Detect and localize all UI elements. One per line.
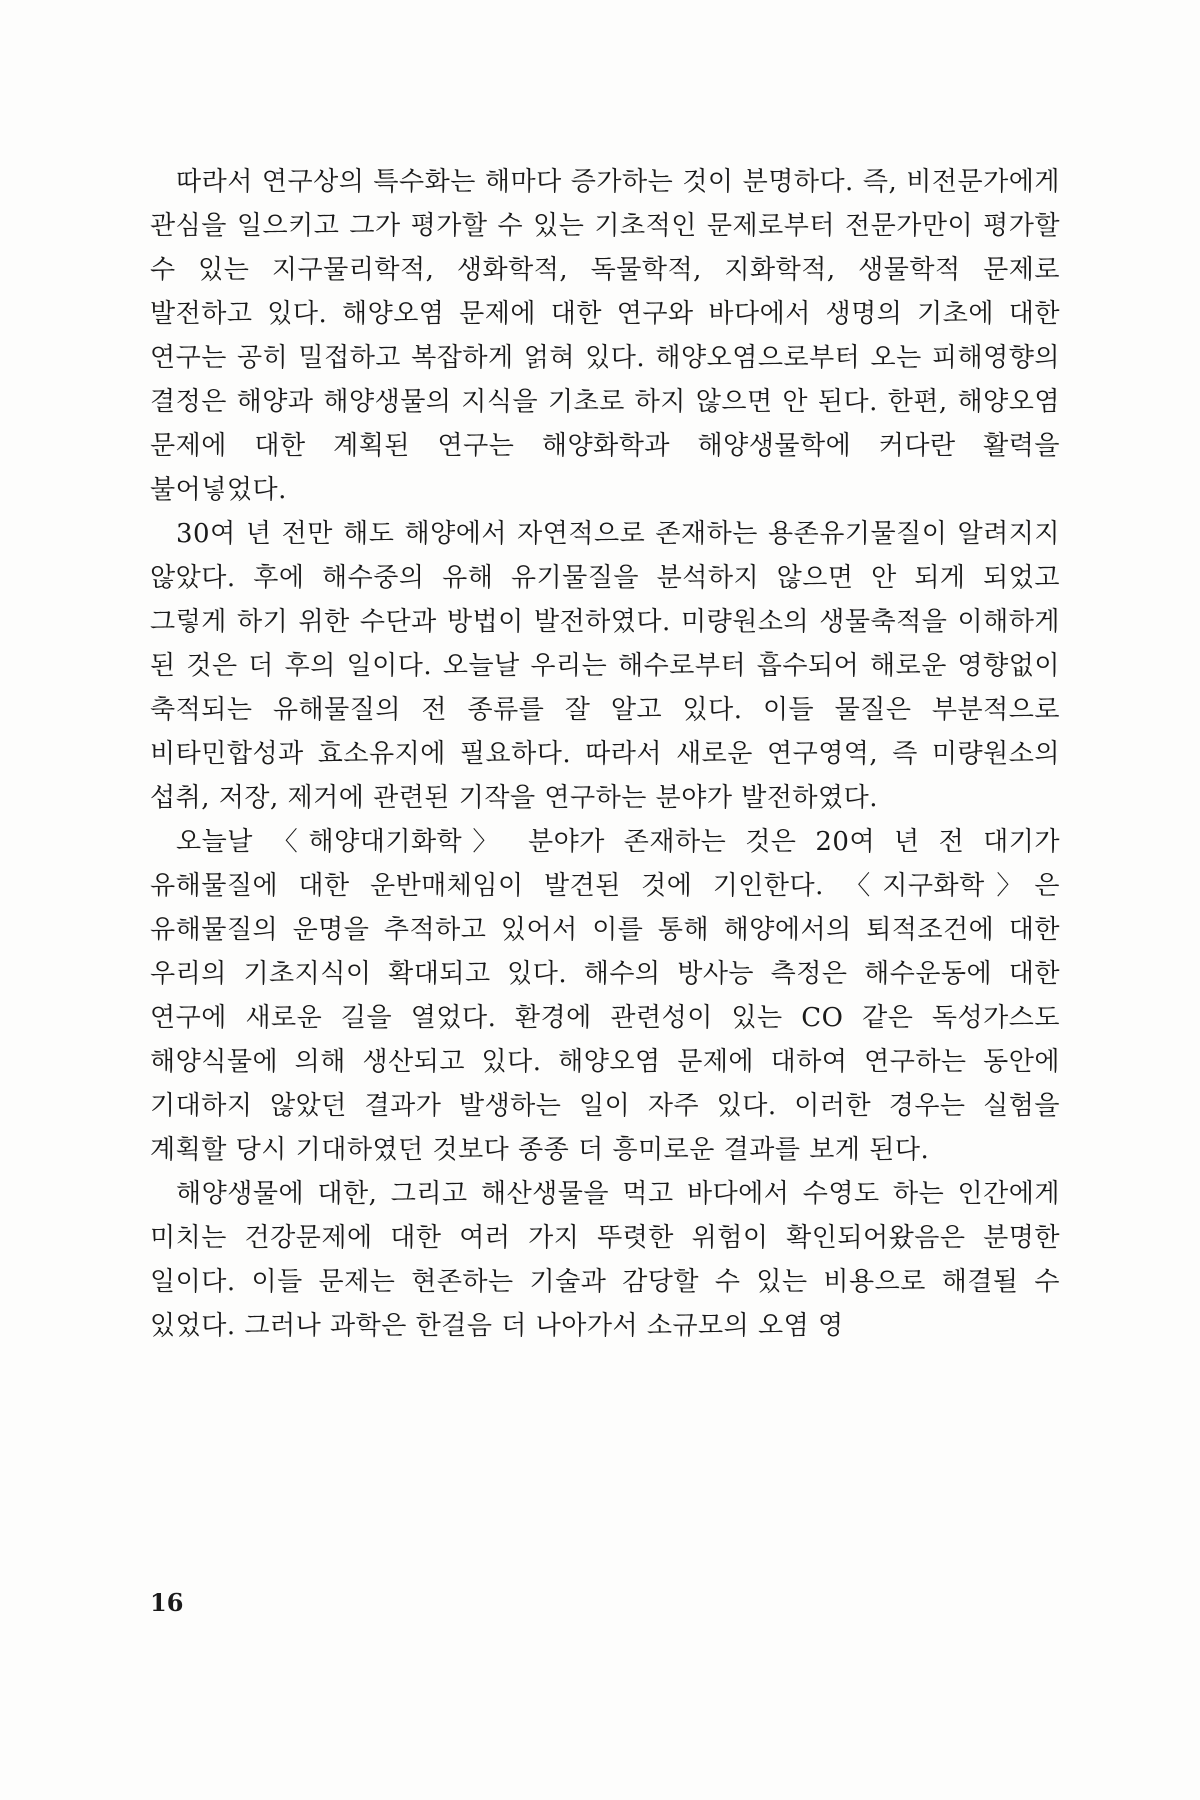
paragraph-3: 오늘날 〈해양대기화학〉 분야가 존재하는 것은 20여 년 전 대기가 유해물질에 대한 운반매체임이 발견된 것에 기인한다. 〈지구화학〉은 유해물질의 운명을 추적하고 있어서 이를 통해 해양에서의 퇴적조건에 대한 우리의 기초지식이 확대되고 있다. 해수의 방사능 측정은 해수운동에 대한 연구에 새로운 길을 열었다. 환경에 관련성이 있는 CO 같은 독성가스도 해양식물에 의해 생산되고 있다. 해양오염 문제에 대하여 연구하는 동안에 기대하지 않았던 결과가 발생하는 일이 자주 있다. 이러한 경우는 실험을 계획할 당시 기대하였던 것보다 종종 더 흥미로운 결과를 보게 된다. [150,827,1060,1165]
paragraph-1: 따라서 연구상의 특수화는 해마다 증가하는 것이 분명하다. 즉, 비전문가에게 관심을 일으키고 그가 평가할 수 있는 기초적인 문제로부터 전문가만이 평가할 수 있는 지구물리학적, 생화학적, 독물학적, 지화학적, 생물학적 문제로 발전하고 있다. 해양오염 문제에 대한 연구와 바다에서 생명의 기초에 대한 연구는 공히 밀접하고 복잡하게 얽혀 있다. 해양오염으로부터 오는 피해영향의 결정은 해양과 해양생물의 지식을 기초로 하지 않으면 안 된다. 한편, 해양오염 문제에 대한 계획된 연구는 해양화학과 해양생물학에 커다란 활력을 불어넣었다. [150,167,1060,505]
paragraph-2: 30여 년 전만 해도 해양에서 자연적으로 존재하는 용존유기물질이 알려지지 않았다. 후에 해수중의 유해 유기물질을 분석하지 않으면 안 되게 되었고 그렇게 하기 위한 수단과 방법이 발전하였다. 미량원소의 생물축적을 이해하게 된 것은 더 후의 일이다. 오늘날 우리는 해수로부터 흡수되어 해로운 영향없이 축적되는 유해물질의 전 종류를 잘 알고 있다. 이들 물질은 부분적으로 비타민합성과 효소유지에 필요하다. 따라서 새로운 연구영역, 즉 미량원소의 섭취, 저장, 제거에 관련된 기작을 연구하는 분야가 발전하였다. [150,519,1060,813]
page-number: 16 [150,1588,184,1617]
body-text [150,160,1060,1348]
paragraph-4: 해양생물에 대한, 그리고 해산생물을 먹고 바다에서 수영도 하는 인간에게 미치는 건강문제에 대한 여러 가지 뚜렷한 위험이 확인되어왔음은 분명한 일이다. 이들 문제는 현존하는 기술과 감당할 수 있는 비용으로 해결될 수 있었다. 그러나 과학은 한걸음 더 나아가서 소규모의 오염 영 [150,1179,1060,1341]
